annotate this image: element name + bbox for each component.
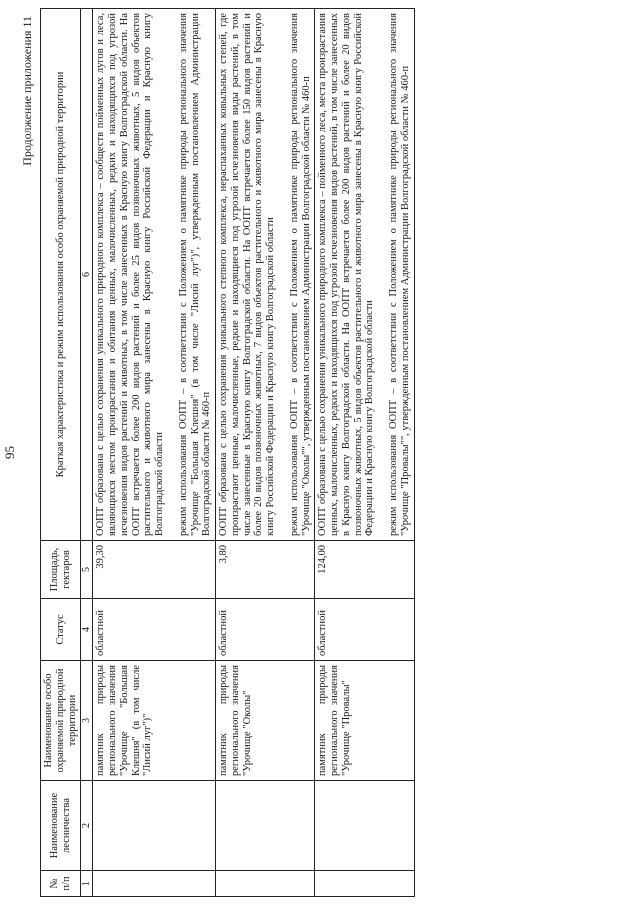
header-description: Краткая характеристика и режим использования особо охраняемой природной территории (41, 9, 81, 541)
area-status: областной (315, 599, 414, 661)
table-row (315, 9, 414, 897)
area-size: 39,30 (93, 541, 216, 599)
area-name: памятник природы регионального значения "Урочище "Провалы" (315, 661, 414, 781)
row-number (216, 871, 315, 897)
header-forestry: Наименование лесничества (41, 781, 81, 871)
protected-areas-table (40, 8, 415, 897)
usage-regime: режим использования ООПТ – в соответствии с Положением о памятнике природы регионального значения "Урочище "Околы"", утвержденным постановлением Администрации Волгоградской области № 460-п (288, 13, 312, 536)
header-number: № п/п (41, 871, 81, 897)
table-row (216, 9, 315, 897)
usage-regime: режим использования ООПТ – в соответствии с Положением о памятнике природы регионального значения "Урочище "Провалы"", утвержденным постановлением Администрации Волгоградской области № 460-п (388, 13, 411, 536)
area-status: областной (216, 599, 315, 661)
table-row (93, 9, 216, 897)
header-name: Наименование особо охраняемой природной территории (41, 661, 81, 781)
page-number: 95 (2, 446, 17, 459)
row-number (315, 871, 414, 897)
forestry-name (216, 781, 315, 871)
area-name: памятник природы регионального значения "Урочище "Большая Клешня" (в том числе "Лисий луг")" (93, 661, 216, 781)
area-description: ООПТ образована с целью сохранения уникального природного комплекса – сообществ пойменных лугов и леса, являющихся местом произрастания и обитания ценных, малочисленных, редких и находящихся под угрозой исчезновения видов растений и животных, в том числе занесенных в Красную книгу Волгоградской области. На ООПТ встречается более 200 видов растений и более 25 видов позвоночных животных, 5 видов объектов растительного и животного мира занесены в Красную книгу Российской Федерации и Красную книгу Волгоградской области (95, 13, 166, 536)
column-number: 3 (81, 661, 93, 781)
column-number: 1 (81, 871, 93, 897)
header-status: Статус (41, 599, 81, 661)
area-characteristics (315, 9, 414, 541)
forestry-name (93, 781, 216, 871)
forestry-name (315, 781, 414, 871)
area-name: памятник природы регионального значения "Урочище "Околы" (216, 661, 315, 781)
area-description: ООПТ образована с целью сохранения уникального степного комплекса, нераспаханных ковыльных степей, где произрастают ценные, малочисленные, редкие и находящиеся под угрозой исчезновения виды растений, в том числе занесенные в Красную книгу Волгоградской области. На ООПТ встречается более 150 видов растений и более 20 видов позвоночных животных, 7 видов объектов растительного и животного мира занесены в Красную книгу Российской Федерации и Красную книгу Волгоградской области (218, 13, 277, 536)
area-size: 124,00 (315, 541, 414, 599)
column-number: 5 (81, 541, 93, 599)
appendix-label: Продолжение приложения 11 (20, 16, 34, 166)
column-number: 6 (81, 9, 93, 541)
column-number: 4 (81, 599, 93, 661)
header-area: Площадь, гектаров (41, 541, 81, 599)
column-number: 2 (81, 781, 93, 871)
header-row (41, 9, 81, 897)
area-characteristics (93, 9, 216, 541)
column-number-row (81, 9, 93, 897)
area-size: 3,80 (216, 541, 315, 599)
area-characteristics (216, 9, 315, 541)
usage-regime: режим использования ООПТ – в соответствии с Положением о памятнике природы регионального значения "Урочище "Большая Клешня" (в том числе "Лисий луг")", утвержденным постановлением Администрации Волгоградской области № 460-п (177, 13, 213, 536)
area-status: областной (93, 599, 216, 661)
area-description: ООПТ образована с целью сохранения уникального природного комплекса – пойменного леса, места произрастания ценных, малочисленных, редких и находящихся под угрозой исчезновения видов растений, в том числе занесенных в Красную книгу Волгоградской области. На ООПТ встречается более 200 видов растений и более 20 видов позвоночных животных, 5 видов объектов растительного и животного мира занесены в Красную книгу Российской Федерации и Красную книгу Волгоградской области (317, 13, 376, 536)
row-number (93, 871, 216, 897)
